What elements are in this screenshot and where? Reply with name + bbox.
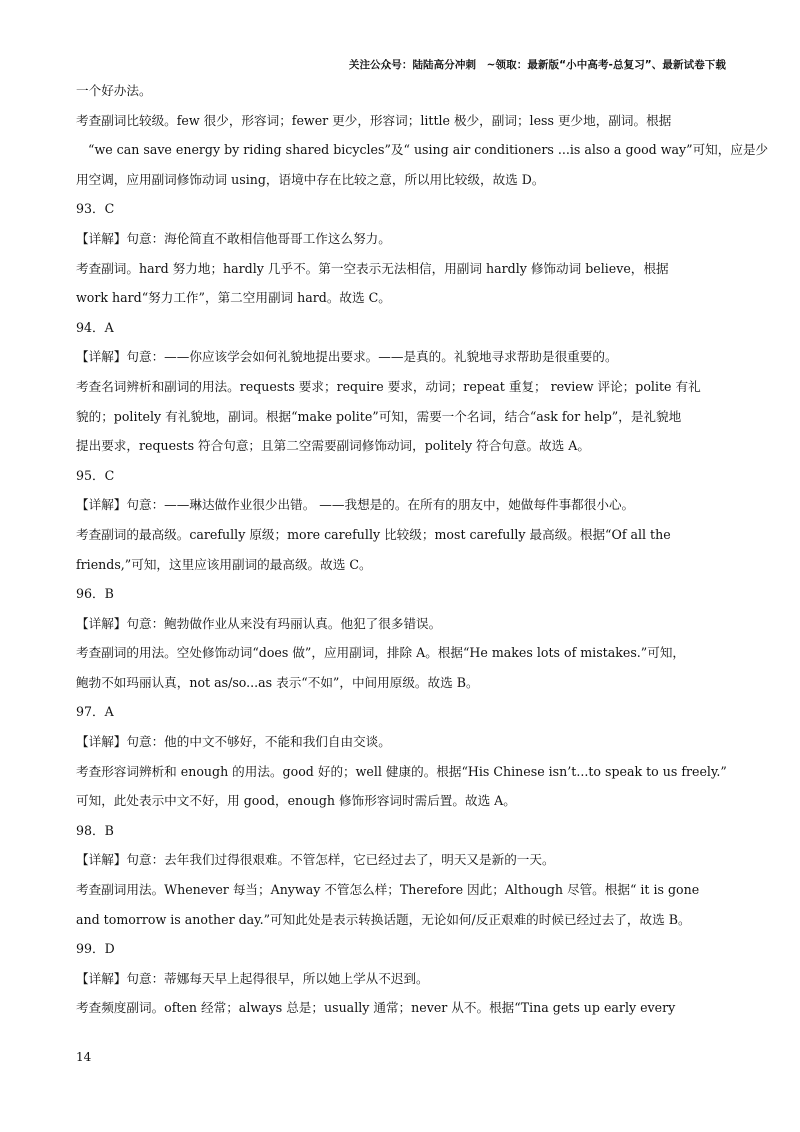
text-line: “we can save energy by riding shared bicycles”及“ using air conditioners ...is also a good way”可知，应是少: [88, 142, 769, 158]
text-line: 提出要求，requests 符合句意；且第二空需要副词修饰动词，politely 符合句意。故选 A。: [76, 438, 590, 454]
text-line: 【详解】句意：——琳达做作业很少出错。 ——我想是的。在所有的朋友中，她做每件事都很小心。: [76, 497, 635, 513]
text-line: 95．C: [76, 467, 115, 483]
text-line: and tomorrow is another day.”可知此处是表示转换话题，无论如何/反正艰难的时候已经过去了，故选 B。: [76, 911, 691, 927]
text-line: 考查副词比较级。few 很少，形容词；fewer 更少，形容词；little 极少，副词；less 更少地，副词。根据: [76, 112, 672, 128]
text-line: 考查频度副词。often 经常；always 总是；usually 通常；never 从不。根据“Tina gets up early every: [76, 1000, 676, 1016]
text-line: 【详解】句意：去年我们过得很艰难。不管怎样，它已经过去了，明天又是新的一天。: [76, 852, 555, 868]
text-line: 考查形容词辨析和 enough 的用法。good 好的；well 健康的。根据“His Chinese isn’t...to speak to us freely.”: [76, 763, 727, 779]
text-line: 用空调，应用副词修饰动词 using，语境中存在比较之意，所以用比较级，故选 D。: [76, 171, 545, 187]
text-line: 可知，此处表示中文不好，用 good，enough 修饰形容词时需后置。故选 A。: [76, 793, 516, 809]
text-line: 99．D: [76, 941, 115, 957]
text-line: 94．A: [76, 319, 114, 335]
text-line: 【详解】句意：蒂娜每天早上起得很早，所以她上学从不迟到。: [76, 970, 429, 986]
document-body: [76, 76, 769, 1023]
text-line: 鲍勃不如玛丽认真，not as/so...as 表示“不如”，中间用原级。故选 B。: [76, 674, 479, 690]
text-line: 96．B: [76, 586, 114, 602]
text-line: 93．C: [76, 201, 115, 217]
text-line: friends,”可知，这里应该用副词的最高级。故选 C。: [76, 556, 372, 572]
text-line: 98．B: [76, 822, 114, 838]
text-line: 貌的；politely 有礼貌地，副词。根据“make polite”可知，需要一个名词，结合“ask for help”，是礼貌地: [76, 408, 682, 424]
text-line: 考查名词辨析和副词的用法。requests 要求；require 要求，动词；repeat 重复； review 评论；polite 有礼: [76, 378, 701, 394]
text-line: 考查副词用法。Whenever 每当；Anyway 不管怎么样；Therefore 因此；Although 尽管。根据“ it is gone: [76, 882, 700, 898]
page-number: 14: [76, 1050, 92, 1064]
page-header: 关注公众号：陆陆高分冲刺 ~领取：最新版“小中高考-总复习”、最新试卷下载: [348, 59, 726, 71]
text-line: 【详解】句意：他的中文不够好，不能和我们自由交谈。: [76, 734, 391, 750]
text-line: 考查副词的用法。空处修饰动词“does 做”，应用副词，排除 A。根据“He makes lots of mistakes.”可知，: [76, 645, 686, 661]
text-line: 考查副词。hard 努力地；hardly 几乎不。第一空表示无法相信，用副词 hardly 修饰动词 believe，根据: [76, 260, 669, 276]
text-line: work hard“努力工作”，第二空用副词 hard。故选 C。: [76, 290, 391, 306]
text-line: 【详解】句意：海伦简直不敢相信他哥哥工作这么努力。: [76, 230, 391, 246]
text-line: 【详解】句意：——你应该学会如何礼貌地提出要求。——是真的。礼貌地寻求帮助是很重要的。: [76, 349, 618, 365]
text-line: 一个好办法。: [76, 83, 152, 98]
text-line: 【详解】句意：鲍勃做作业从来没有玛丽认真。他犯了很多错误。: [76, 615, 442, 631]
text-line: 97．A: [76, 704, 114, 720]
text-line: 考查副词的最高级。carefully 原级；more carefully 比较级；most carefully 最高级。根据“Of all the: [76, 526, 671, 542]
